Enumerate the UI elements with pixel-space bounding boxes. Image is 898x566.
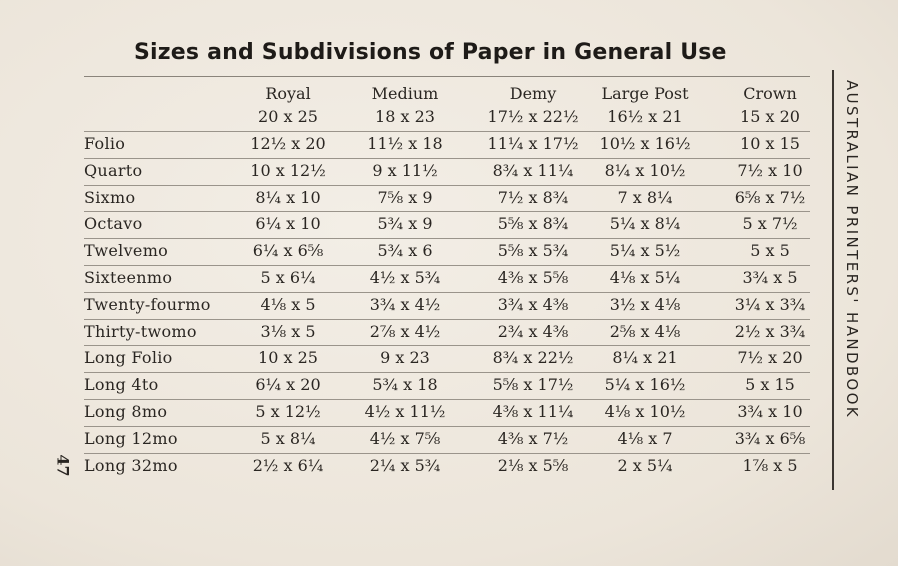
row-label: Long 4to — [84, 375, 159, 395]
size-cell: 5¾ x 6 — [377, 241, 433, 261]
size-cell: 4⅛ x 5¼ — [609, 268, 681, 287]
row-label: Thirty-twomo — [84, 321, 197, 341]
row-label: Sixteenmo — [84, 268, 173, 287]
table-row — [84, 345, 810, 373]
size-cell: 5 x 15 — [745, 375, 795, 395]
column-header-name: Demy — [509, 84, 557, 103]
table-row — [84, 372, 810, 400]
size-cell: 2¾ x 4⅜ — [497, 321, 569, 341]
row-label: Quarto — [84, 160, 143, 180]
size-cell: 5 x 8¼ — [260, 428, 316, 448]
size-cell: 9 x 23 — [380, 348, 430, 368]
table-row — [84, 399, 810, 427]
size-cell: 10½ x 16½ — [599, 134, 691, 153]
size-cell: 3⅛ x 5 — [260, 321, 316, 341]
size-cell: 4½ x 7⅝ — [369, 428, 441, 448]
size-cell: 6¼ x 10 — [255, 214, 321, 234]
size-cell: 4⅜ x 5⅝ — [497, 268, 569, 287]
size-cell: 5 x 12½ — [255, 402, 321, 421]
table-row — [84, 158, 810, 186]
table-row — [84, 265, 810, 293]
size-cell: 3½ x 4⅛ — [609, 294, 681, 314]
column-header-size: 17½ x 22½ — [487, 107, 579, 126]
row-label: Folio — [84, 134, 126, 153]
table-row — [84, 131, 810, 159]
column-header-name: Medium — [371, 84, 439, 103]
size-cell: 5¼ x 5½ — [609, 241, 681, 261]
column-header-size: 20 x 25 — [258, 107, 318, 126]
size-cell: 4⅛ x 7 — [617, 428, 673, 448]
page-title: Sizes and Subdivisions of Paper in General Use — [134, 40, 727, 65]
size-cell: 12½ x 20 — [250, 134, 326, 153]
size-cell: 3¾ x 5 — [742, 268, 798, 287]
column-header-size: 18 x 23 — [375, 107, 435, 126]
size-cell: 5⅝ x 5¾ — [497, 241, 569, 261]
size-cell: 11¼ x 17½ — [487, 134, 579, 153]
size-cell: 4⅛ x 10½ — [604, 402, 686, 421]
size-cell: 4½ x 5¾ — [369, 268, 441, 287]
size-cell: 2⅞ x 4½ — [369, 321, 441, 341]
table-row — [84, 319, 810, 347]
row-label: Sixmo — [84, 187, 136, 207]
size-cell: 10 x 25 — [258, 348, 318, 368]
side-rule — [832, 70, 834, 490]
size-cell: 5¾ x 9 — [377, 214, 433, 234]
table-row — [84, 211, 810, 239]
size-cell: 2½ x 3¾ — [734, 321, 806, 341]
row-label: Twenty-fourmo — [84, 294, 211, 314]
row-label: Long 8mo — [84, 402, 168, 421]
table-row — [84, 238, 810, 266]
running-head: AUSTRALIAN PRINTERS' HANDBOOK — [843, 80, 861, 420]
size-cell: 2¼ x 5¾ — [369, 455, 441, 475]
size-cell: 1⅞ x 5 — [742, 455, 798, 475]
size-cell: 5 x 5 — [750, 241, 790, 261]
page-number: 47 — [53, 454, 73, 477]
size-cell: 8¾ x 11¼ — [492, 160, 574, 180]
column-header-name: Large Post — [601, 84, 689, 103]
size-cell: 7⅝ x 9 — [377, 187, 433, 207]
size-cell: 10 x 12½ — [250, 160, 326, 180]
size-cell: 7 x 8¼ — [617, 187, 673, 207]
size-cell: 8¼ x 21 — [612, 348, 678, 368]
table-row — [84, 292, 810, 320]
size-cell: 3¾ x 6⅝ — [734, 428, 806, 448]
size-cell: 2⅝ x 4⅛ — [609, 321, 681, 341]
size-cell: 8¼ x 10 — [255, 187, 321, 207]
size-cell: 5¼ x 8¼ — [609, 214, 681, 234]
size-cell: 5¼ x 16½ — [604, 375, 686, 395]
size-cell: 6¼ x 20 — [255, 375, 321, 395]
size-cell: 5⅝ x 8¾ — [497, 214, 569, 234]
size-cell: 3¾ x 10 — [737, 402, 803, 421]
row-label: Octavo — [84, 214, 143, 234]
size-cell: 3¾ x 4½ — [369, 294, 441, 314]
size-cell: 6¼ x 6⅝ — [252, 241, 324, 261]
row-label: Twelvemo — [84, 241, 169, 261]
size-cell: 2 x 5¼ — [617, 455, 673, 475]
size-cell: 3¾ x 4⅜ — [497, 294, 569, 314]
size-cell: 5 x 7½ — [742, 214, 798, 234]
size-cell: 6⅝ x 7½ — [734, 187, 806, 207]
table-row — [84, 185, 810, 213]
size-cell: 4⅜ x 11¼ — [492, 402, 574, 421]
title-rule — [84, 76, 810, 77]
size-cell: 3¼ x 3¾ — [734, 294, 806, 314]
row-label: Long 32mo — [84, 455, 178, 475]
column-header-name: Crown — [743, 84, 797, 103]
size-cell: 5¾ x 18 — [372, 375, 438, 395]
table-row — [84, 426, 810, 454]
table-row — [84, 453, 810, 481]
size-cell: 7½ x 8¾ — [497, 187, 569, 207]
column-header-size: 15 x 20 — [740, 107, 800, 126]
size-cell: 8¾ x 22½ — [492, 348, 574, 368]
row-label: Long Folio — [84, 348, 173, 368]
size-cell: 2½ x 6¼ — [252, 455, 324, 475]
size-cell: 11½ x 18 — [367, 134, 443, 153]
column-header-name: Royal — [265, 84, 311, 103]
size-cell: 4⅛ x 5 — [260, 294, 316, 314]
row-label: Long 12mo — [84, 428, 178, 448]
size-cell: 10 x 15 — [740, 134, 800, 153]
size-cell: 4⅜ x 7½ — [497, 428, 569, 448]
size-cell: 9 x 11½ — [372, 160, 438, 180]
size-cell: 5⅝ x 17½ — [492, 375, 574, 395]
size-cell: 4½ x 11½ — [364, 402, 446, 421]
size-cell: 7½ x 10 — [737, 160, 803, 180]
size-cell: 5 x 6¼ — [260, 268, 316, 287]
size-cell: 2⅛ x 5⅝ — [497, 455, 569, 475]
size-cell: 8¼ x 10½ — [604, 160, 686, 180]
size-cell: 7½ x 20 — [737, 348, 803, 368]
column-header-size: 16½ x 21 — [607, 107, 683, 126]
